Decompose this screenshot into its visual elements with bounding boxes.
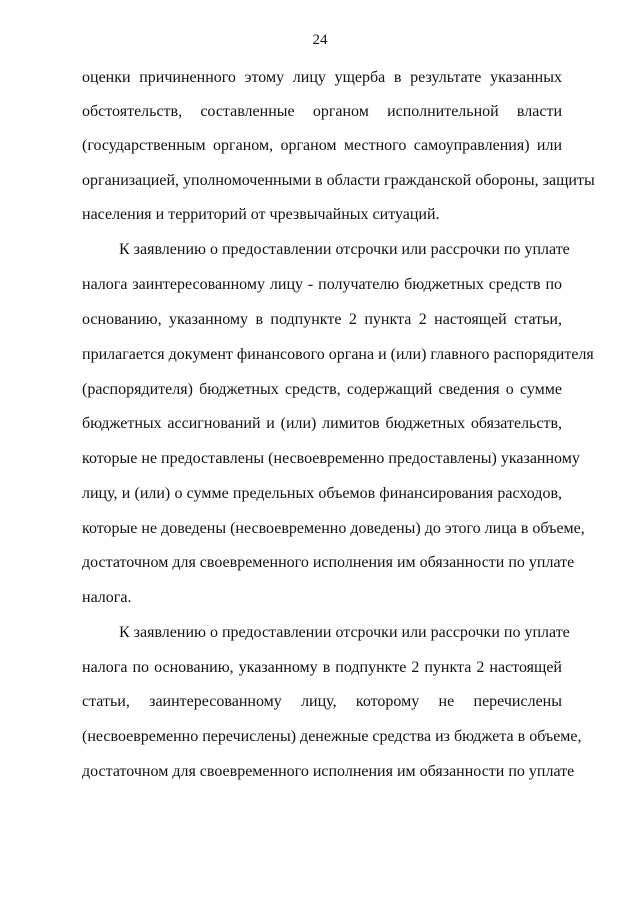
page-number: 24 bbox=[312, 32, 328, 48]
text-line: которые не доведены (несвоевременно доведены) до этого лица в объеме, bbox=[82, 520, 585, 537]
paragraph-first-line: К заявлению о предоставлении отсрочки или рассрочки по уплате bbox=[119, 241, 570, 258]
text-line: бюджетных ассигнований и (или) лимитов бюджетных обязательств, bbox=[82, 415, 562, 432]
text-line: основанию, указанному в подпункте 2 пункта 2 настоящей статьи, bbox=[82, 311, 562, 328]
text-line: (государственным органом, органом местного самоуправления) или bbox=[82, 137, 562, 154]
text-line: статьи, заинтересованному лицу, которому не перечислены bbox=[82, 693, 562, 710]
text-line: достаточном для своевременного исполнения им обязанности по уплате bbox=[82, 554, 575, 571]
text-line: налога по основанию, указанному в подпункте 2 пункта 2 настоящей bbox=[82, 659, 562, 676]
text-line: обстоятельств, составленные органом исполнительной власти bbox=[82, 103, 562, 120]
text-line: (несвоевременно перечислены) денежные средства из бюджета в объеме, bbox=[82, 728, 582, 745]
text-line: населения и территорий от чрезвычайных ситуаций. bbox=[82, 206, 440, 223]
text-line: прилагается документ финансового органа и (или) главного распорядителя bbox=[82, 346, 594, 363]
text-line: достаточном для своевременного исполнения им обязанности по уплате bbox=[82, 763, 575, 780]
text-line: оценки причиненного этому лицу ущерба в результате указанных bbox=[82, 69, 562, 86]
text-line: организацией, уполномоченными в области гражданской обороны, защиты bbox=[82, 172, 595, 189]
text-line: налога заинтересованному лицу - получателю бюджетных средств по bbox=[82, 276, 562, 293]
text-line: (распорядителя) бюджетных средств, содержащий сведения о сумме bbox=[82, 381, 562, 398]
paragraph-first-line: К заявлению о предоставлении отсрочки или рассрочки по уплате bbox=[119, 624, 570, 641]
text-line: лицу, и (или) о сумме предельных объемов финансирования расходов, bbox=[82, 485, 562, 502]
text-line: которые не предоставлены (несвоевременно предоставлены) указанному bbox=[82, 450, 580, 467]
text-line: налога. bbox=[82, 589, 132, 606]
